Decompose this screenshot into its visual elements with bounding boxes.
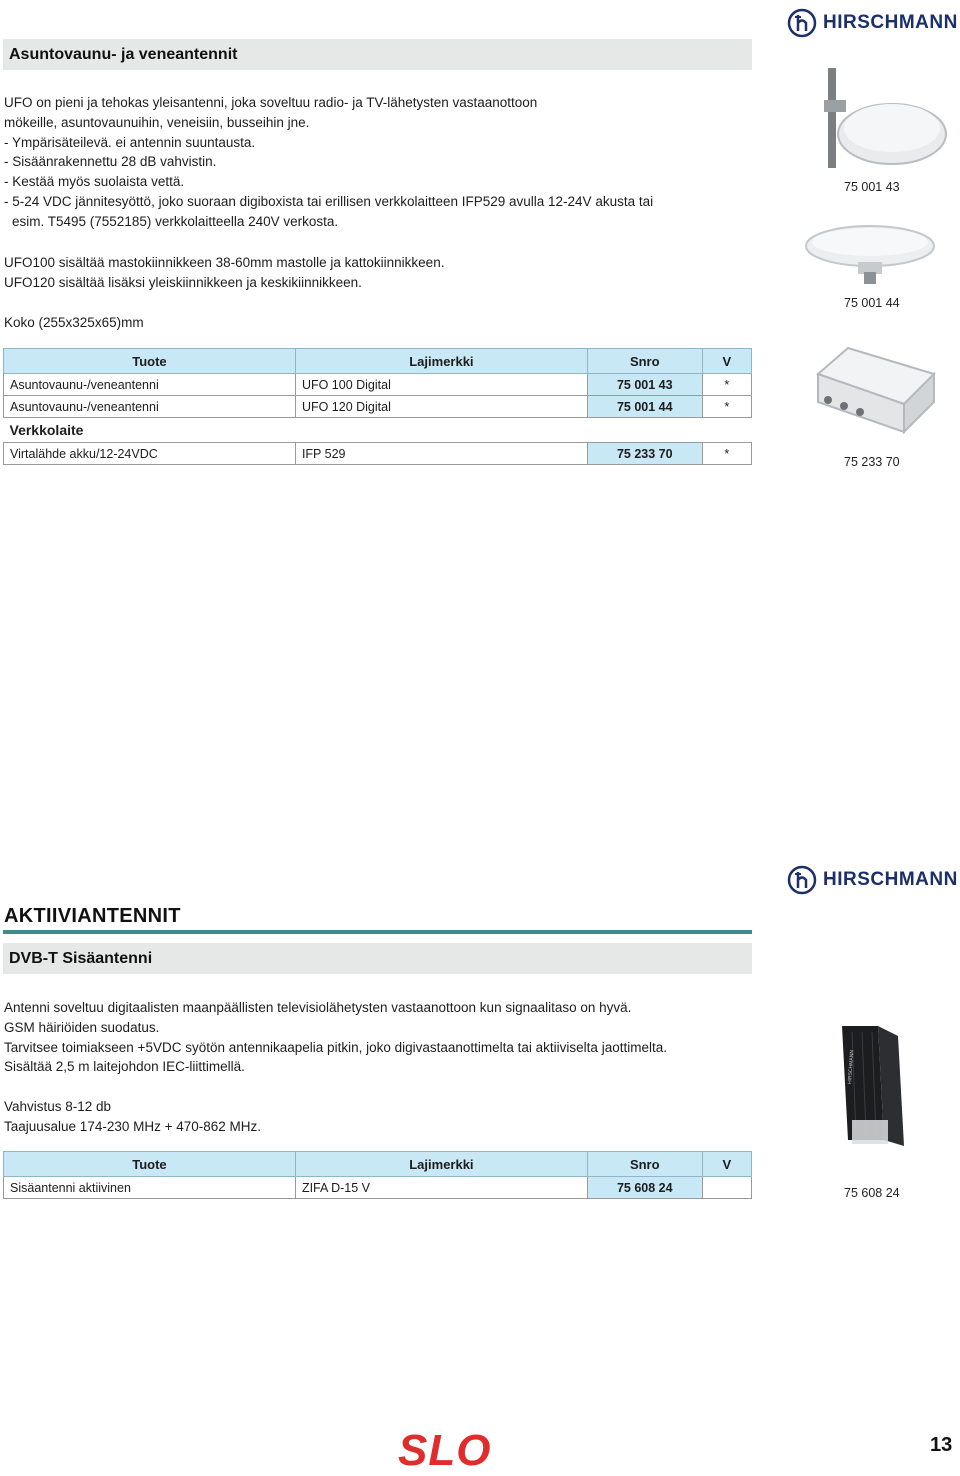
section-title: Asuntovaunu- ja veneantennit — [3, 39, 752, 70]
description-line: Sisältää 2,5 m laitejohdon IEC-liittimellä. — [4, 1059, 245, 1075]
heading-rule — [3, 930, 752, 934]
section-title: DVB-T Sisäantenni — [3, 943, 752, 974]
cell-code: 75 233 70 — [587, 443, 702, 465]
description-line: - Sisäänrakennettu 28 dB vahvistin. — [4, 154, 217, 170]
description-line: Tarvitsee toimiakseen +5VDC syötön antennikaapelia pitkin, joko digivastaanottimelta tai aktiiviselta jaottimelta. — [4, 1039, 667, 1055]
description-line: - 5-24 VDC jännitesyöttö, joko suoraan digiboxista tai erillisen verkkolaitteen IFP529 avulla 12-24V akusta tai — [4, 193, 654, 209]
mounting-info — [4, 253, 444, 293]
description-line: esim. T5495 (7552185) verkkolaitteella 240V verkosta. — [12, 213, 339, 229]
table-row — [4, 374, 752, 396]
description-line: UFO on pieni ja tehokas yleisantenni, joka soveltuu radio- ja TV-lähetysten vastaanottoon — [4, 95, 538, 110]
hirschmann-emblem-icon — [787, 8, 817, 38]
table-row — [4, 396, 752, 418]
header-type: Lajimerkki — [295, 349, 587, 374]
slo-logo: SLO — [398, 1426, 492, 1475]
cell-v: * — [702, 396, 751, 418]
cell-code: 75 608 24 — [587, 1177, 702, 1199]
ufo100-antenna-image — [800, 64, 950, 172]
product-table — [3, 348, 752, 465]
header-product: Tuote — [4, 349, 296, 374]
caption-75-233-70: 75 233 70 — [844, 455, 900, 469]
table-row — [4, 443, 752, 465]
cell-type: UFO 120 Digital — [295, 396, 587, 418]
indoor-antenna-image — [838, 1022, 908, 1154]
header-v: V — [702, 1152, 751, 1177]
ufo120-antenna-image — [802, 222, 940, 288]
caption-75-001-44: 75 001 44 — [844, 296, 900, 310]
size-info: Koko (255x325x65)mm — [4, 315, 144, 330]
description-line: GSM häiriöiden suodatus. — [4, 1019, 160, 1035]
header-product: Tuote — [4, 1152, 296, 1177]
cell-type: ZIFA D-15 V — [295, 1177, 587, 1199]
caption-75-608-24: 75 608 24 — [844, 1186, 900, 1200]
device-label: HIRSCHMANN — [847, 1049, 856, 1085]
product-description — [4, 998, 667, 1077]
header-v: V — [702, 349, 751, 374]
hirschmann-logo — [787, 8, 958, 38]
cell-v: * — [702, 374, 751, 396]
cell-type: IFP 529 — [295, 443, 587, 465]
header-code: Snro — [587, 349, 702, 374]
description-line: - Ympärisäteilevä. ei antennin suuntausta. — [4, 134, 256, 150]
spec-info — [4, 1097, 261, 1137]
section-heading: AKTIIVIANTENNIT — [4, 905, 181, 927]
table-subsection — [4, 418, 752, 443]
cell-type: UFO 100 Digital — [295, 374, 587, 396]
table-row — [4, 1177, 752, 1199]
description-line: Antenni soveltuu digitaalisten maanpäällisten televisiolähetysten vastaanottoon kun signaalitaso on hyvä. — [4, 1000, 632, 1015]
power-supply-image — [808, 344, 938, 436]
table-header — [4, 349, 752, 374]
cell-product: Virtalähde akku/12-24VDC — [4, 443, 296, 465]
cell-product: Asuntovaunu-/veneantenni — [4, 396, 296, 418]
description-line: - Kestää myös suolaista vettä. — [4, 174, 185, 190]
mounting-line: UFO120 sisältää lisäksi yleiskiinnikkeen ja keskikiinnikkeen. — [4, 274, 362, 290]
cell-code: 75 001 43 — [587, 374, 702, 396]
header-code: Snro — [587, 1152, 702, 1177]
table-header — [4, 1152, 752, 1177]
spec-line: Vahvistus 8-12 db — [4, 1099, 112, 1114]
cell-product: Sisäantenni aktiivinen — [4, 1177, 296, 1199]
cell-code: 75 001 44 — [587, 396, 702, 418]
product-table — [3, 1151, 752, 1199]
cell-v — [702, 1177, 751, 1199]
brand-name: HIRSCHMANN — [823, 12, 958, 33]
hirschmann-logo — [787, 865, 958, 895]
header-type: Lajimerkki — [295, 1152, 587, 1177]
hirschmann-emblem-icon — [787, 865, 817, 895]
cell-v: * — [702, 443, 751, 465]
caption-75-001-43: 75 001 43 — [844, 180, 900, 194]
subsection-title: Verkkolaite — [9, 422, 84, 438]
page-number: 13 — [930, 1434, 953, 1456]
mounting-line: UFO100 sisältää mastokiinnikkeen 38-60mm mastolle ja kattokiinnikkeen. — [4, 255, 445, 270]
cell-product: Asuntovaunu-/veneantenni — [4, 374, 296, 396]
product-description — [4, 93, 653, 232]
brand-name: HIRSCHMANN — [823, 869, 958, 890]
spec-line: Taajuusalue 174-230 MHz + 470-862 MHz. — [4, 1118, 262, 1134]
description-line: mökeille, asuntovaunuihin, veneisiin, busseihin jne. — [4, 114, 310, 130]
